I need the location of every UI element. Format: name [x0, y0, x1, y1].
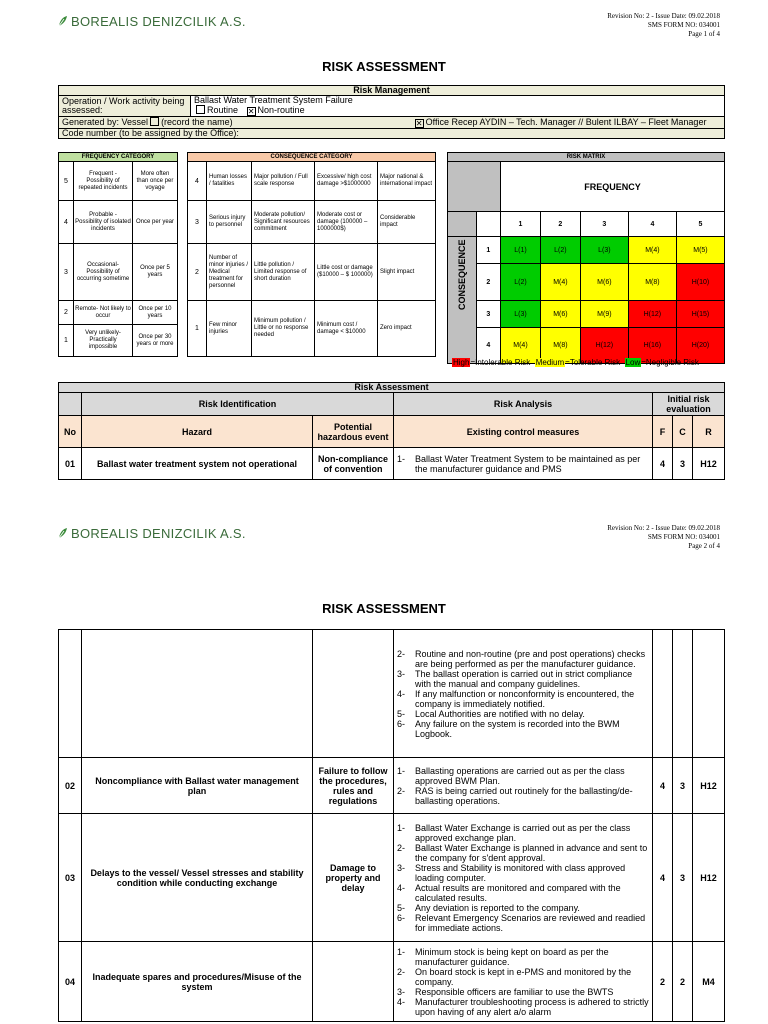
code-number-label: Code number (to be assigned by the Office):	[59, 129, 725, 139]
matrix-col-3: 3	[580, 212, 628, 237]
risk-assessment-table	[58, 382, 725, 480]
risk-analysis-header: Risk Analysis	[394, 393, 653, 416]
matrix-col-1: 1	[501, 212, 541, 237]
matrix-cell: M(8)	[628, 264, 676, 301]
frequency-header: FREQUENCY CATEGORY	[59, 153, 178, 162]
risk-assessment-header: Risk Assessment	[59, 383, 725, 393]
company-logo: BOREALIS DENIZCILIK A.S.	[58, 14, 246, 29]
generated-by-row: Generated by: Vessel (record the name) ✕ Office Recep AYDIN – Tech. Manager // Bulent ILBAY – Fleet Manager	[59, 117, 725, 129]
legend-low-key: Low	[625, 358, 641, 367]
control-measures-list: 1- Minimum stock is being kept on board as per the manufacturer guidance. 2- On board stock is kept in e-PMS and monitored by the company. 3- Responsible officers are familiar to use the BWTS 4- Manufacturer troubleshooting process is adhered to strictly upon having of any alert a/o alarm	[397, 946, 649, 1017]
matrix-cell: M(6)	[540, 301, 580, 328]
company-logo: BOREALIS DENIZCILIK A.S.	[58, 526, 246, 541]
frequency-category-table: FREQUENCY CATEGORY 5 Frequent - Possibility of repeated incidents More often than once per voyage 4 Probable - Possibility of isolated incidents Once per year 3 Occasional- Possibility of occurring sometime Once per 5 years 2 Remote- Not likely to occur Once per 10 years 1 Very unlikely- Practically impossible Once per 30 years or more	[58, 152, 178, 357]
initial-risk-header: Initial risk evaluation	[653, 393, 725, 416]
revision-text: Revision No: 2 - Issue Date: 09.02.2018	[607, 12, 720, 20]
matrix-cell: L(1)	[501, 237, 541, 264]
control-measures-list: 1- Ballasting operations are carried out as per the class approved BWM Plan. 2- RAS is being carried out routinely for the ballasting/de-ballasting operations.	[397, 765, 633, 806]
matrix-cell: H(20)	[676, 328, 724, 364]
frequency-axis-label: FREQUENCY	[501, 162, 725, 212]
page-number: Page 1 of 4	[688, 30, 720, 38]
col-no: No	[59, 416, 82, 448]
matrix-cell: M(9)	[580, 301, 628, 328]
risk-assessment-continued-table	[58, 629, 725, 1022]
risk-identification-header: Risk Identification	[82, 393, 394, 416]
table-row: 01 Ballast water treatment system not operational Non-compliance of convention 1- Ballast Water Treatment System to be maintained as per the manufacturer guidance and PMS 4 3 H12	[59, 448, 725, 480]
risk-legend: High=Intolerable Risk Medium=Tolerable Risk Low=Negligible Risk	[453, 358, 699, 367]
office-checkbox[interactable]: ✕	[415, 119, 423, 128]
page-2	[0, 512, 768, 1024]
table-row: 02 Noncompliance with Ballast water management plan Failure to follow the procedures, rules and regulations 1- Ballasting operations are carried out as per the class approved BWM Plan. 2- RAS is being carried out routinely for the ballasting/de-ballasting operations. 4 3 H12	[59, 758, 725, 814]
matrix-cell: H(12)	[580, 328, 628, 364]
matrix-col-4: 4	[628, 212, 676, 237]
risk-management-table	[58, 85, 725, 139]
legend-high-key: High	[453, 358, 470, 367]
form-number: SMS FORM NO: 034001	[647, 21, 720, 29]
matrix-cell: L(2)	[501, 264, 541, 301]
matrix-row: 2 L(2) M(4) M(6) M(8) H(10)	[448, 264, 725, 301]
revision-block	[607, 12, 720, 39]
matrix-cell: L(3)	[501, 301, 541, 328]
consequence-header: CONSEQUENCE CATEGORY	[188, 153, 436, 162]
operation-value-cell	[191, 96, 725, 117]
matrix-cell: H(10)	[676, 264, 724, 301]
matrix-cell: M(6)	[580, 264, 628, 301]
control-measures-list: 1- Ballast Water Exchange is carried out as per the class approved exchange plan. 2- Ballast Water Exchange is planned in advance and sent to the company for s'dent approval. 3- Stress and Stability is monitored with class approved loading computer. 4- Actual results are monitored and compared with the calculated results. 5- Any deviation is reported to the company. 6- Relevant Emergency Scenarios are reviewed and readied for immediate actions.	[397, 822, 648, 933]
revision-block	[607, 524, 720, 551]
col-event: Potential hazardous event	[313, 416, 394, 448]
operation-label: Operation / Work activity being assessed:	[59, 96, 191, 117]
revision-text: Revision No: 2 - Issue Date: 09.02.2018	[607, 524, 720, 532]
table-row: 03 Delays to the vessel/ Vessel stresses and stability condition while conducting exchange Damage to property and delay 1- Ballast Water Exchange is carried out as per the class approved exchange plan. 2- Ballast Water Exchange is planned in advance and sent to the company for s'dent approval. 3- Stress and Stability is monitored with class approved loading computer. 4- Actual results are monitored and compared with the calculated results. 5- Any deviation is reported to the company. 6- Relevant Emergency Scenarios are reviewed and readied for immediate actions. 4 3 H12	[59, 814, 725, 942]
non-routine-checkbox[interactable]: ✕	[247, 107, 255, 116]
leaf-icon	[58, 527, 68, 539]
form-number: SMS FORM NO: 034001	[647, 533, 720, 541]
page-title: RISK ASSESSMENT	[322, 59, 446, 74]
leaf-icon	[58, 15, 68, 27]
operation-value: Ballast Water Treatment System Failure	[194, 95, 353, 105]
col-r: R	[693, 416, 725, 448]
table-row	[59, 630, 725, 758]
matrix-col-5: 5	[676, 212, 724, 237]
matrix-row: 3 L(3) M(6) M(9) H(12) H(15)	[448, 301, 725, 328]
consequence-axis-label: CONSEQUENCE	[448, 237, 477, 364]
risk-management-header: Risk Management	[59, 86, 725, 96]
matrix-cell: M(4)	[628, 237, 676, 264]
routine-checkbox[interactable]	[196, 105, 205, 114]
col-hazard: Hazard	[82, 416, 313, 448]
matrix-cell: M(8)	[540, 328, 580, 364]
vessel-checkbox[interactable]	[150, 117, 159, 126]
matrix-cell: H(16)	[628, 328, 676, 364]
col-c: C	[673, 416, 693, 448]
matrix-cell: M(5)	[676, 237, 724, 264]
risk-matrix-header: RISK MATRIX	[448, 153, 725, 162]
matrix-cell: M(4)	[540, 264, 580, 301]
matrix-cell: L(3)	[580, 237, 628, 264]
matrix-row: 4 M(4) M(8) H(12) H(16) H(20)	[448, 328, 725, 364]
matrix-cell: H(15)	[676, 301, 724, 328]
matrix-col-2: 2	[540, 212, 580, 237]
routine-options: Routine ✕ Non-routine	[194, 105, 721, 116]
consequence-category-table: CONSEQUENCE CATEGORY 4 Human losses / fatalities Major pollution / Full scale response Excessive/ high cost damage >$1000000 Major national & international impact 3 Serious injury to personnel Moderate pollution/ Significant resources commitment Moderate cost or damage (100000 – 1000000$) Considerable impact 2 Number of minor injuries / Medical treatment for personnel Little pollution / Limited response of short duration Little cost or damage ($10000 – $ 100000) Slight impact 1 Few minor injuries Minimum pollution / Little or no response needed Minimum cost / damage < $10000 Zero impact	[187, 152, 436, 357]
col-control: Existing control measures	[394, 416, 653, 448]
matrix-cell: M(4)	[501, 328, 541, 364]
legend-medium-key: Medium	[535, 358, 565, 367]
matrix-cell: L(2)	[540, 237, 580, 264]
matrix-cell: H(12)	[628, 301, 676, 328]
page-title: RISK ASSESSMENT	[322, 601, 446, 616]
col-f: F	[653, 416, 673, 448]
risk-matrix-table	[447, 152, 725, 364]
table-row: 04 Inadequate spares and procedures/Misuse of the system 1- Minimum stock is being kept on board as per the manufacturer guidance. 2- On board stock is kept in e-PMS and monitored by the company. 3- Responsible officers are familiar to use the BWTS 4- Manufacturer troubleshooting process is adhered to strictly upon having of any alert a/o alarm 2 2 M4	[59, 942, 725, 1022]
control-measures-list: 2- Routine and non-routine (pre and post operations) checks are being performed as per the manufacturer guidance. 3- The ballast operation is carried out in strict compliance with the manual and company guidelines. 4- If any malfunction or nonconformity is encountered, the company is immediately notified. 5- Local Authorities are notified with no delay. 6- Any failure on the system is recorded into the BWM Logbook.	[397, 648, 646, 739]
matrix-row: CONSEQUENCE 1 L(1) L(2) L(3) M(4) M(5)	[448, 237, 725, 264]
page-number: Page 2 of 4	[688, 542, 720, 550]
